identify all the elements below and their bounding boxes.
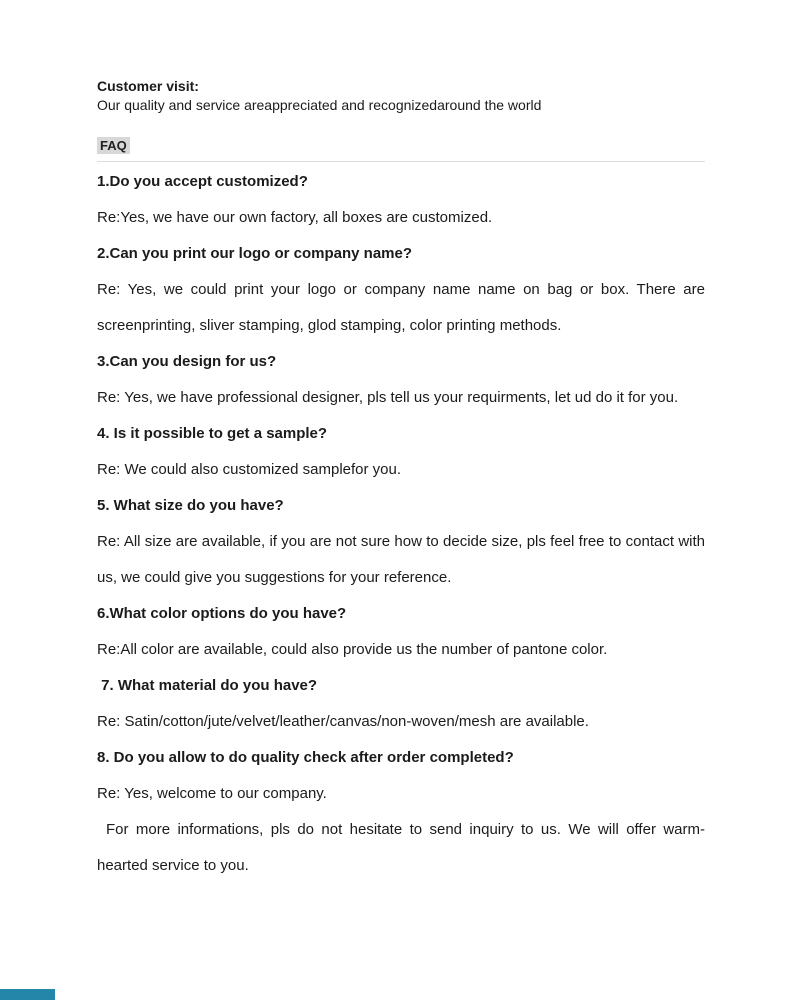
faq-answer: Re:All color are available, could also provide us the number of pantone color.	[97, 641, 608, 658]
faq-question: 7. What material do you have?	[97, 677, 318, 694]
faq-item	[97, 164, 705, 236]
faq-answer: Re: Yes, we have professional designer, pls tell us your requirments, let ud do it for you.	[97, 389, 679, 406]
faq-answer: Re: Satin/cotton/jute/velvet/leather/canvas/non-woven/mesh are available.	[97, 713, 589, 730]
faq-list	[97, 164, 705, 884]
faq-question: 4. Is it possible to get a sample?	[97, 425, 328, 442]
faq-question: 3.Can you design for us?	[97, 353, 277, 370]
faq-question: 8. Do you allow to do quality check after order completed?	[97, 749, 514, 766]
faq-item	[97, 668, 705, 740]
faq-answer: Re: Yes, we could print your logo or company name name on bag or box. There are screenprinting, sliver stamping, glod stamping, color printing methods.	[97, 281, 705, 334]
faq-item	[97, 740, 705, 812]
section-accent-bar	[0, 989, 55, 1000]
faq-divider	[97, 161, 705, 162]
faq-answer: Re: Yes, welcome to our company.	[97, 785, 327, 802]
document-content	[97, 77, 705, 884]
faq-item	[97, 416, 705, 488]
faq-label-row	[97, 137, 705, 155]
customer-visit-title: Customer visit:	[97, 78, 199, 94]
faq-question: 5. What size do you have?	[97, 497, 284, 514]
faq-item	[97, 488, 705, 596]
faq-question: 2.Can you print our logo or company name?	[97, 245, 413, 262]
faq-section-label: FAQ	[97, 137, 130, 154]
faq-answer: Re:Yes, we have our own factory, all boxes are customized.	[97, 209, 493, 226]
customer-visit-subtitle: Our quality and service areappreciated and recognizedaround the world	[97, 97, 542, 113]
faq-question: 6.What color options do you have?	[97, 605, 347, 622]
faq-question: 1.Do you accept customized?	[97, 173, 308, 190]
faq-item	[97, 596, 705, 668]
faq-answer: Re: We could also customized samplefor you.	[97, 461, 402, 478]
faq-item	[97, 236, 705, 344]
closing-note: For more informations, pls do not hesitate to send inquiry to us. We will offer warm-hearted service to you.	[97, 821, 705, 874]
faq-answer: Re: All size are available, if you are not sure how to decide size, pls feel free to contact with us, we could give you suggestions for your reference.	[97, 533, 705, 586]
faq-item	[97, 344, 705, 416]
